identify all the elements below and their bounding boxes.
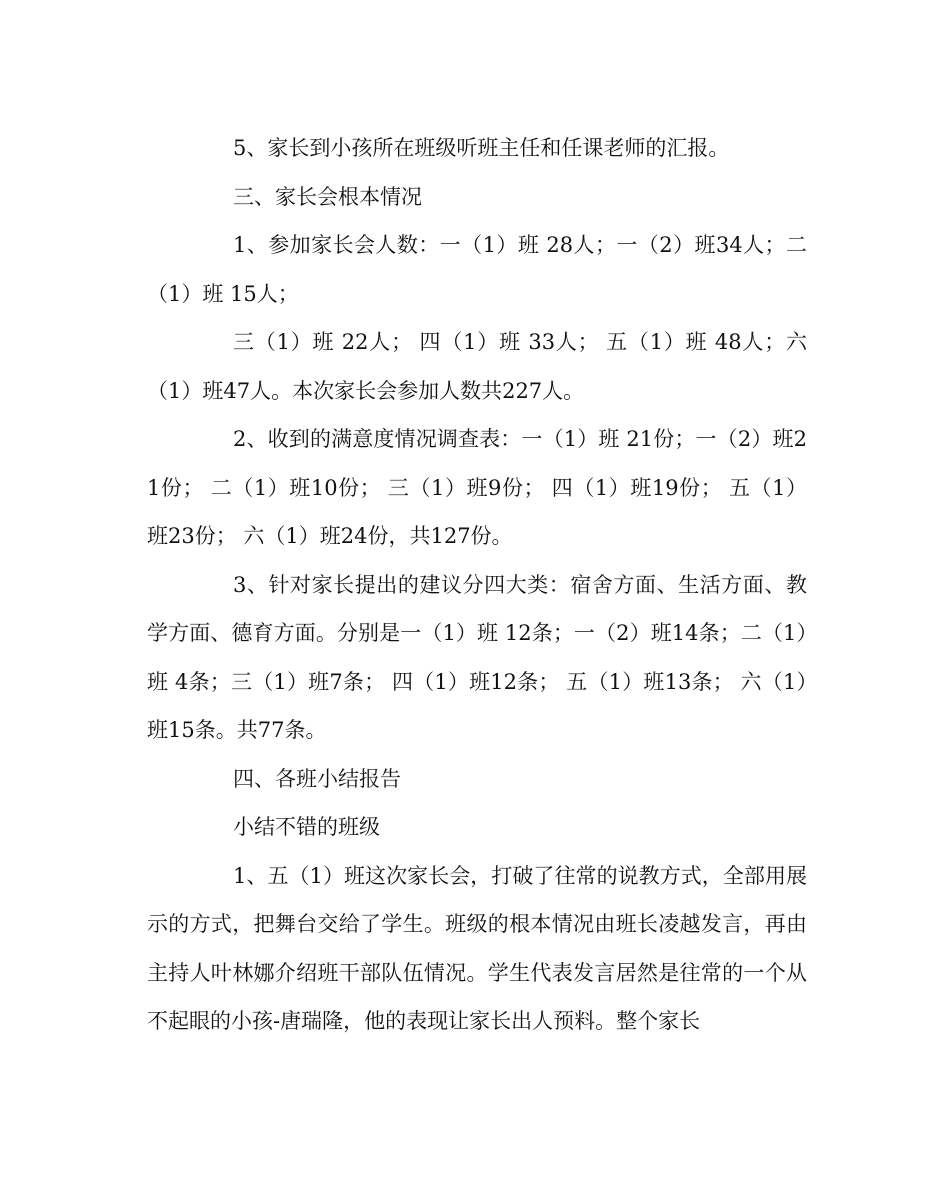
paragraph-item-5: 5、家长到小孩所在班级听班主任和任课老师的汇报。 bbox=[233, 136, 730, 160]
document-body bbox=[147, 124, 807, 1046]
paragraph-survey-forms: 2、收到的满意度情况调查表：一（1）班 21份；一（2）班21份； 二（1）班10份； 三（1）班9份； 四（1）班19份； 五（1）班23份； 六（1）班24份，共127份。 bbox=[147, 427, 807, 548]
section-heading-class-reports: 四、各班小结报告 bbox=[233, 766, 401, 791]
paragraph-attendance-continued: 三（1）班 22人； 四（1）班 33人； 五（1）班 48人；六（1）班47人。本次家长会参加人数共227人。 bbox=[147, 330, 807, 403]
paragraph-class-five-one: 1、五（1）班这次家长会，打破了往常的说教方式，全部用展示的方式，把舞台交给了学生。班级的根本情况由班长凌越发言，再由主持人叶林娜介绍班干部队伍情况。学生代表发言居然是往常的一个从不起眼的小孩-唐瑞隆，他的表现让家长出人预料。整个家长 bbox=[147, 863, 807, 1033]
section-heading-basic-situation: 三、家长会根本情况 bbox=[233, 184, 422, 209]
paragraph-attendance: 1、参加家长会人数：一（1）班 28人；一（2）班34人；二（1）班 15人； bbox=[147, 233, 807, 306]
paragraph-suggestions: 3、针对家长提出的建议分四大类：宿舍方面、生活方面、教学方面、德育方面。分别是一（1）班 12条；一（2）班14条；二（1）班 4条；三（1）班7条； 四（1）班12条； 五（1）班13条； 六（1）班15条。共77条。 bbox=[147, 572, 807, 742]
subheading-good-classes: 小结不错的班级 bbox=[233, 815, 380, 839]
